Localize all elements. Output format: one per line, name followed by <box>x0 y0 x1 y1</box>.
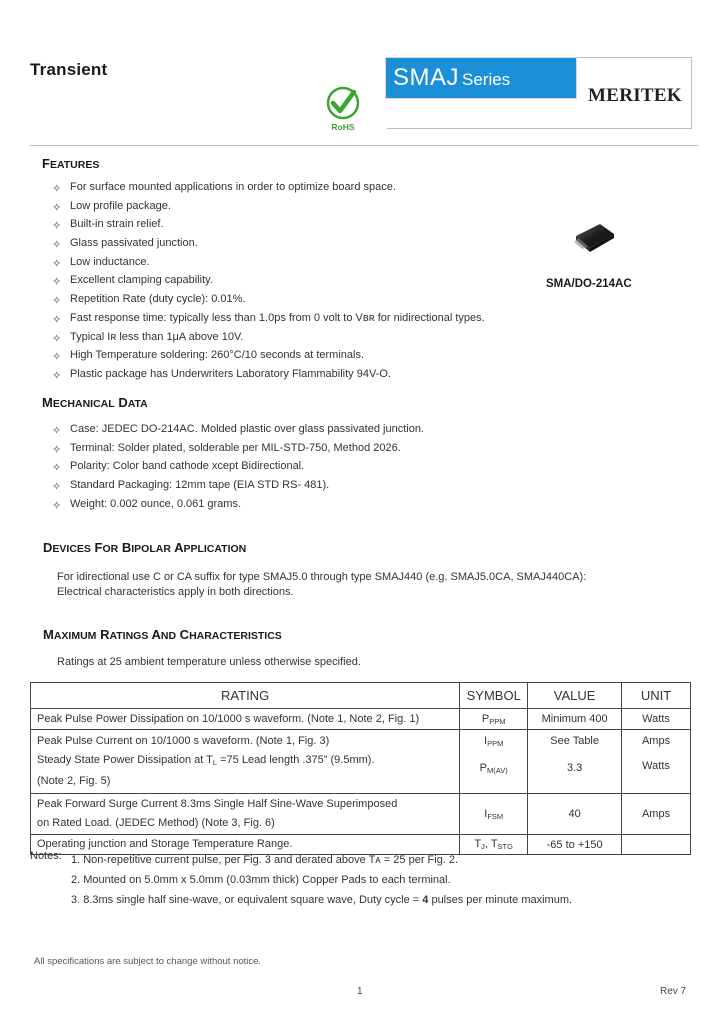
header-divider <box>30 145 698 146</box>
page-number: 1 <box>357 986 363 997</box>
revision-label: Rev 7 <box>660 986 687 997</box>
diamond-outline-icon: ✧ <box>52 313 62 326</box>
diamond-outline-icon: ✧ <box>52 183 62 195</box>
column-header: VALUE <box>528 683 622 709</box>
mechanical-item: ✧ Weight: 0.002 ounce, 0.061 grams. <box>42 495 424 514</box>
feature-item: ✧ High Temperature soldering: 260°C/10 seconds at terminals. <box>42 346 485 365</box>
mechanical-list <box>42 420 424 513</box>
feature-item: ✧ Glass passivated junction. <box>42 234 485 253</box>
feature-item: ✧ Low inductance. <box>42 253 485 272</box>
diamond-outline-icon: ✧ <box>52 499 62 512</box>
note-item: 2. Mounted on 5.0mm x 5.0mm (0.03mm thick) Copper Pads to each terminal. <box>71 874 451 886</box>
value-cell: -65 to +150 <box>528 835 622 855</box>
frame-line <box>691 57 692 129</box>
diamond-outline-icon: ✧ <box>52 295 62 308</box>
symbol-cell: $T_J$, $T_{STG}$ <box>460 835 528 855</box>
value-cell: 40 <box>528 794 622 835</box>
features-heading: FEATURES <box>42 156 100 171</box>
symbol-cell: $I_{PPM}$ $P_{M(AV)}$ <box>460 730 528 794</box>
mechanical-item: ✧ Polarity: Color band cathode xcept Bidirectional. <box>42 457 424 476</box>
diamond-outline-icon: ✧ <box>52 276 62 289</box>
features-list <box>42 178 485 384</box>
notes-list <box>71 850 572 910</box>
table-header-row <box>31 683 691 709</box>
diamond-outline-icon: ✧ <box>52 332 62 345</box>
diamond-outline-icon: ✧ <box>52 369 62 382</box>
diamond-outline-icon: ✧ <box>52 425 62 437</box>
diamond-outline-icon: ✧ <box>52 201 62 214</box>
diamond-outline-icon: ✧ <box>52 220 62 233</box>
feature-item: ✧ Plastic package has Underwriters Laboratory Flammability 94V-O. <box>42 365 485 384</box>
symbol-cell: $I_{FSM}$ <box>460 794 528 835</box>
feature-item: ✧ Built-in strain relief. <box>42 215 485 234</box>
column-header: RATING <box>31 683 460 709</box>
footer-disclaimer: All specifications are subject to change without notice. <box>34 956 262 967</box>
table-row <box>31 709 691 730</box>
feature-item: ✧ Fast response time: typically less than 1.0ps from 0 volt to Vʙʀ for nidirectional types. <box>42 309 485 328</box>
mechanical-item: ✧ Terminal: Solder plated, solderable per MIL-STD-750, Method 2026. <box>42 439 424 458</box>
ratings-table <box>30 682 691 855</box>
unit-cell: Watts <box>622 709 691 730</box>
notes-label: Notes: <box>30 850 62 862</box>
package-label: SMA/DO-214AC <box>546 278 632 290</box>
rating-cell: Peak Forward Surge Current 8.3ms Single Half Sine-Wave Superimposed on Rated Load. (JEDEC Method) (Note 3, Fig. 6) <box>31 794 460 835</box>
mechanical-item: ✧ Standard Packaging: 12mm tape (EIA STD RS- 481). <box>42 476 424 495</box>
column-header: UNIT <box>622 683 691 709</box>
feature-item: ✧ Low profile package. <box>42 197 485 216</box>
series-banner <box>385 57 577 99</box>
unit-cell: Amps Watts <box>622 730 691 794</box>
bipolar-heading: DEVICES FOR BIPOLAR APPLICATION <box>43 540 247 555</box>
frame-line <box>577 57 692 58</box>
rating-cell: Peak Pulse Power Dissipation on 10/1000 s waveform. (Note 1, Note 2, Fig. 1) <box>31 709 460 730</box>
symbol-cell: $P_{PPM}$ <box>460 709 528 730</box>
ratings-intro: Ratings at 25 ambient temperature unless otherwise specified. <box>57 656 361 668</box>
series-code: SMAJ <box>393 64 460 91</box>
feature-item: ✧ Typical Iʀ less than 1μA above 10V. <box>42 328 485 347</box>
value-cell: See Table 3.3 <box>528 730 622 794</box>
mechanical-heading: MECHANICAL DATA <box>42 395 148 410</box>
table-row <box>31 794 691 835</box>
feature-item: ✧ Excellent clamping capability. <box>42 271 485 290</box>
column-header: SYMBOL <box>460 683 528 709</box>
unit-cell: Amps <box>622 794 691 835</box>
diamond-outline-icon: ✧ <box>52 351 62 364</box>
rohs-logo-icon <box>323 86 363 136</box>
series-word: Series <box>462 70 511 89</box>
diamond-outline-icon: ✧ <box>52 462 62 475</box>
unit-cell <box>622 835 691 855</box>
rohs-label: RoHS <box>331 122 355 132</box>
ratings-heading: MAXIMUM RATINGS AND CHARACTERISTICS <box>43 627 282 642</box>
bipolar-text: For idirectional use C or CA suffix for type SMAJ5.0 through type SMAJ440 (e.g. SMAJ5.0CA, SMAJ440CA): Electrical characteristics apply in both directions. <box>57 571 587 598</box>
brand-logo-text: MERITEK <box>588 85 682 106</box>
rating-cell: Operating junction and Storage Temperature Range. <box>31 835 460 855</box>
sma-package-icon <box>566 218 620 258</box>
mechanical-item: ✧ Case: JEDEC DO-214AC. Molded plastic over glass passivated junction. <box>42 420 424 439</box>
table-row <box>31 730 691 794</box>
feature-item: ✧ Repetition Rate (duty cycle): 0.01%. <box>42 290 485 309</box>
diamond-outline-icon: ✧ <box>52 481 62 494</box>
diamond-outline-icon: ✧ <box>52 443 62 456</box>
frame-line <box>387 128 692 129</box>
feature-item: ✧ For surface mounted applications in order to optimize board space. <box>42 178 485 197</box>
document-title: Transient <box>30 60 108 79</box>
diamond-outline-icon: ✧ <box>52 239 62 252</box>
diamond-outline-icon: ✧ <box>52 257 62 270</box>
rating-cell: Peak Pulse Current on 10/1000 s waveform. (Note 1, Fig. 3) Steady State Power Dissipation at $T_L =75$ Lead length .375” (9.5mm). (Note 2, Fig. 5) <box>31 730 460 794</box>
note-item: 1. Non-repetitive current pulse, per Fig. 3 and derated above Tᴀ = 25 per Fig. 2. <box>71 854 459 866</box>
value-cell: Minimum 400 <box>528 709 622 730</box>
note-item: 3. 8.3ms single half sine-wave, or equivalent square wave, Duty cycle = 4 pulses per minute maximum. <box>71 894 573 906</box>
